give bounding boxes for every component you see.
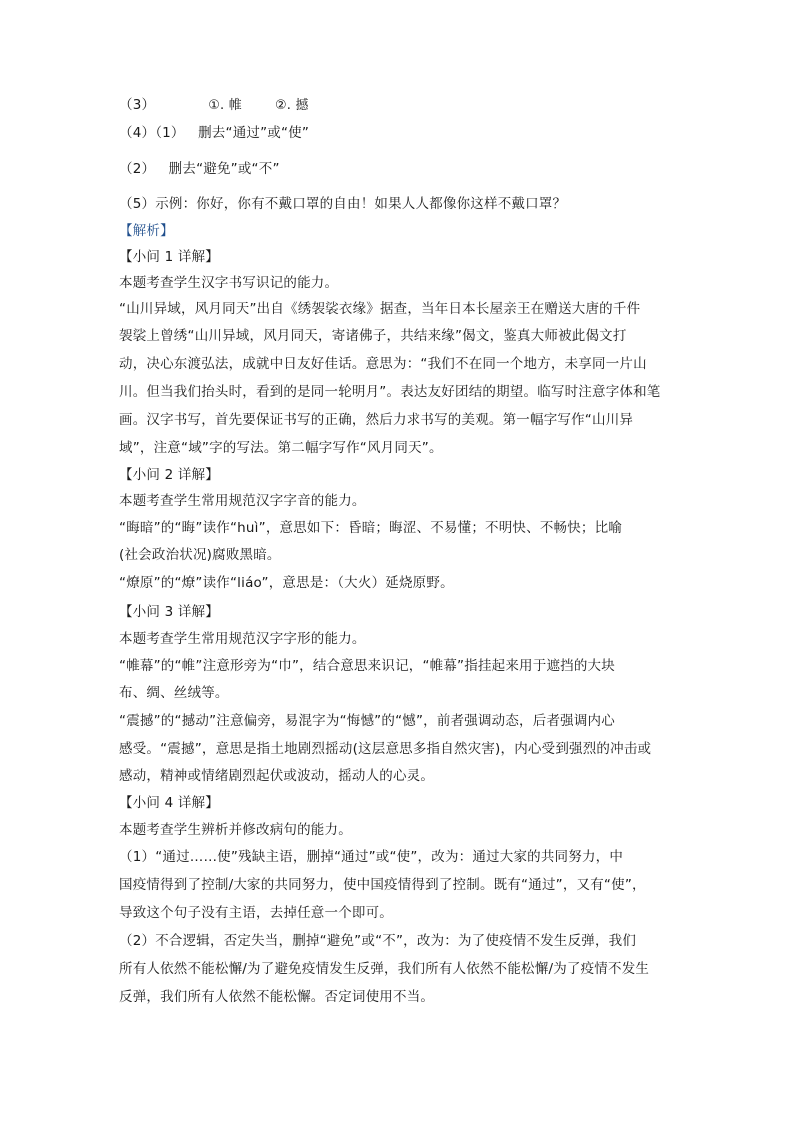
section-title-q3: 【小问 3 详解】 bbox=[119, 604, 219, 620]
q1-line: 动，决心东渡弘法，成就中日友好佳话。意思为：“我们不在同一个地方，未享同一片山 bbox=[119, 356, 647, 372]
q3-line: “震撼”的“撼动”注意偏旁，易混字为“悔憾”的“憾”，前者强调动态，后者强调内心 bbox=[119, 713, 615, 729]
q2-line: “晦暗”的“晦”读作“huì”，意思如下：昏暗；晦涩、不易懂；不明快、不畅快；比喻 bbox=[119, 520, 623, 536]
q1-line: 川。但当我们抬头时，看到的是同一轮明月”。表达友好团结的期望。临写时注意字体和笔 bbox=[119, 384, 661, 400]
answer-3 bbox=[119, 96, 309, 115]
q2-line: “燎原”的“燎”读作“liáo”，意思是：（大火）延烧原野。 bbox=[119, 575, 454, 591]
q4-line: 国疫情得到了控制/大家的共同努力，使中国疫情得到了控制。既有“通过”，又有“使”， bbox=[119, 877, 646, 893]
answer-3-prefix: （3） bbox=[119, 97, 156, 113]
q3-line: 感动，精神或情绪剧烈起伏或波动，摇动人的心灵。 bbox=[119, 768, 435, 784]
answer-5: （5）示例：你好，你有不戴口罩的自由！如果人人都像你这样不戴口罩？ bbox=[119, 196, 567, 212]
q3-line: “帷幕”的“帷”注意形旁为“巾”，结合意思来识记，“帷幕”指挂起来用于遮挡的大块 bbox=[119, 658, 615, 674]
q1-line: 本题考查学生汉字书写识记的能力。 bbox=[119, 275, 339, 291]
q2-line: (社会政治状况)腐败黑暗。 bbox=[119, 547, 281, 563]
analysis-label: 【解析】 bbox=[119, 223, 174, 239]
q4-line: 反弹，我们所有人依然不能松懈。否定词使用不当。 bbox=[119, 989, 435, 1005]
section-title-q2: 【小问 2 详解】 bbox=[119, 467, 219, 483]
q1-line: 画。汉字书写，首先要保证书写的正确，然后力求书写的美观。第一幅字写作“山川异 bbox=[119, 412, 634, 428]
answer-4-1: （4）（1） 删去“通过”或“使” bbox=[119, 125, 310, 141]
q2-line: 本题考查学生常用规范汉字字音的能力。 bbox=[119, 493, 366, 509]
q3-line: 本题考查学生常用规范汉字字形的能力。 bbox=[119, 631, 366, 647]
q3-line: 布、绸、丝绒等。 bbox=[119, 685, 229, 701]
section-title-q4: 【小问 4 详解】 bbox=[119, 795, 219, 811]
section-title-q1: 【小问 1 详解】 bbox=[119, 249, 219, 265]
answer-3-item-1: ①. 帷 bbox=[208, 98, 242, 113]
q1-line: 域”，注意“域”字的写法。第二幅字写作“风月同天”。 bbox=[119, 440, 443, 456]
q1-line: “山川异域，风月同天”出自《绣袈裟衣缘》据查，当年日本长屋亲王在赠送大唐的千件 bbox=[119, 301, 641, 317]
q4-line: 本题考查学生辨析并修改病句的能力。 bbox=[119, 822, 352, 838]
answer-3-item-2: ②. 撼 bbox=[274, 98, 309, 113]
q4-line: 所有人依然不能松懈/为了避免疫情发生反弹，我们所有人依然不能松懈/为了疫情不发生 bbox=[119, 961, 650, 977]
q4-line: （1）“通过……使”残缺主语，删掉“通过”或“使”，改为：通过大家的共同努力，中 bbox=[119, 849, 624, 865]
q4-line: （2）不合逻辑，否定失当，删掉“避免”或“不”，改为：为了使疫情不发生反弹，我们 bbox=[119, 933, 637, 949]
q3-line: 感受。“震撼”，意思是指土地剧烈摇动(这层意思多指自然灾害)，内心受到强烈的冲击或 bbox=[119, 741, 652, 757]
answer-4-2: （2） 删去“避免”或“不” bbox=[119, 161, 280, 177]
q4-line: 导致这个句子没有主语，去掉任意一个即可。 bbox=[119, 905, 393, 921]
q1-line: 袈裟上曾绣“山川异域，风月同天，寄诸佛子，共结来缘”偈文，鉴真大师被此偈文打 bbox=[119, 328, 627, 344]
